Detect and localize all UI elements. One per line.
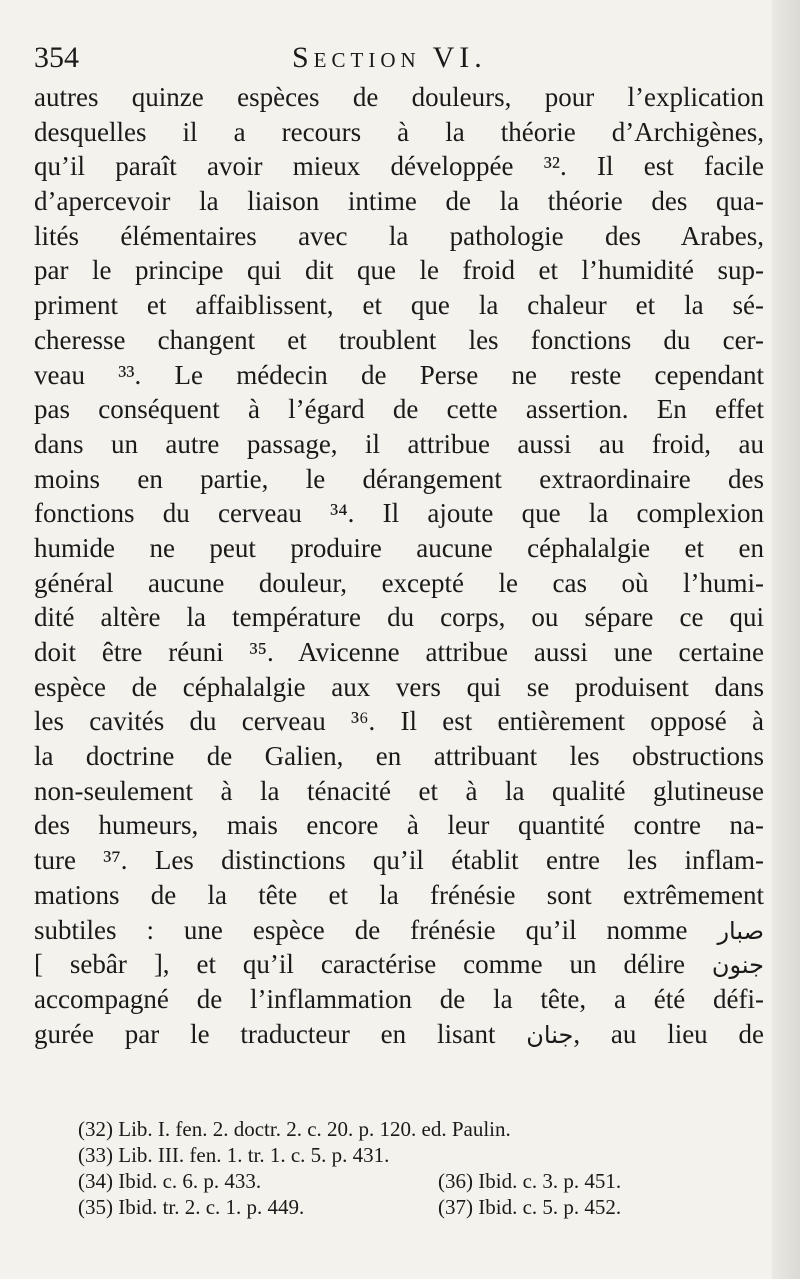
text-line: dans un autre passage, il attribue aussi au froid, au [34, 428, 764, 459]
footnote-32: (32) Lib. I. fen. 2. doctr. 2. c. 20. p. 120. ed. Paulin. [78, 1117, 511, 1141]
text-line: veau ³³. Le médecin de Perse ne reste cependant [34, 359, 764, 390]
text-line: lités élémentaires avec la pathologie des Arabes, [34, 220, 764, 251]
footnote-row [78, 1168, 698, 1194]
text-line: mations de la tête et la frénésie sont extrêmement [34, 879, 764, 910]
text-line-with-arabic [34, 1017, 764, 1052]
text-line: par le principe qui dit que le froid et l’humidité sup- [34, 255, 764, 286]
text-line: cheresse changent et troublent les fonctions du cer- [34, 324, 764, 355]
line-text: gurée par le traducteur en lisant [34, 1018, 496, 1049]
line-text: subtiles : une espèce de frénésie qu’il nomme [34, 914, 688, 945]
body-text [34, 80, 764, 1051]
line-text: [ sebâr ], et qu’il caractérise comme un délire [34, 949, 685, 980]
page-header [34, 38, 764, 78]
text-line-with-arabic [34, 913, 764, 948]
text-line: pas conséquent à l’égard de cette assertion. En effet [34, 394, 764, 425]
text-line: qu’il paraît avoir mieux développée ³². Il est facile [34, 151, 764, 182]
text-line: général aucune douleur, excepté le cas où l’humi- [34, 567, 764, 598]
text-line: accompagné de l’inflammation de la tête, a été défi- [34, 983, 764, 1014]
footnote-37: (37) Ibid. c. 5. p. 452. [438, 1195, 622, 1219]
page-edge-shadow [772, 0, 800, 1279]
footnote-34: (34) Ibid. c. 6. p. 433. [78, 1169, 262, 1193]
line-text-end: , au lieu de [573, 1018, 764, 1049]
text-line: desquelles il a recours à la théorie d’Archigènes, [34, 116, 764, 147]
text-line: humide ne peut produire aucune céphalalgie et en [34, 532, 764, 563]
text-line: non-seulement à la ténacité et à la qualité glutineuse [34, 775, 764, 806]
page-number: 354 [34, 41, 79, 74]
arabic-word: صبار [717, 916, 764, 945]
text-line: fonctions du cerveau ³⁴. Il ajoute que la complexion [34, 498, 764, 529]
footnote-row [78, 1142, 698, 1168]
text-line: d’apercevoir la liaison intime de la théorie des qua- [34, 186, 764, 217]
text-line: dité altère la température du corps, ou sépare ce qui [34, 602, 764, 633]
footnote-35: (35) Ibid. tr. 2. c. 1. p. 449. [78, 1195, 305, 1219]
footnote-row [78, 1194, 698, 1220]
text-line: doit être réuni ³⁵. Avicenne attribue aussi une certaine [34, 637, 764, 667]
arabic-word: جنون [711, 951, 764, 980]
footnote-36: (36) Ibid. c. 3. p. 451. [438, 1169, 622, 1193]
text-line: les cavités du cerveau ³⁶. Il est entièrement opposé à [34, 706, 764, 737]
text-line: espèce de céphalalgie aux vers qui se produisent dans [34, 671, 764, 702]
footnotes [78, 1116, 698, 1220]
running-head: Section VI. [292, 41, 487, 74]
text-line: des humeurs, mais encore à leur quantité contre na- [34, 810, 764, 841]
text-line: ture ³⁷. Les distinctions qu’il établit entre les inflam- [34, 845, 764, 876]
text-line: priment et affaiblissent, et que la chaleur et la sé- [34, 290, 764, 321]
footnote-33: (33) Lib. III. fen. 1. tr. 1. c. 5. p. 431. [78, 1143, 390, 1167]
text-line: la doctrine de Galien, en attribuant les obstructions [34, 741, 764, 772]
arabic-word: جنان [526, 1020, 574, 1049]
footnote-row [78, 1116, 698, 1142]
text-line: autres quinze espèces de douleurs, pour l’explication [34, 82, 764, 112]
text-line: moins en partie, le dérangement extraordinaire des [34, 463, 764, 494]
text-line-with-arabic [34, 947, 764, 982]
